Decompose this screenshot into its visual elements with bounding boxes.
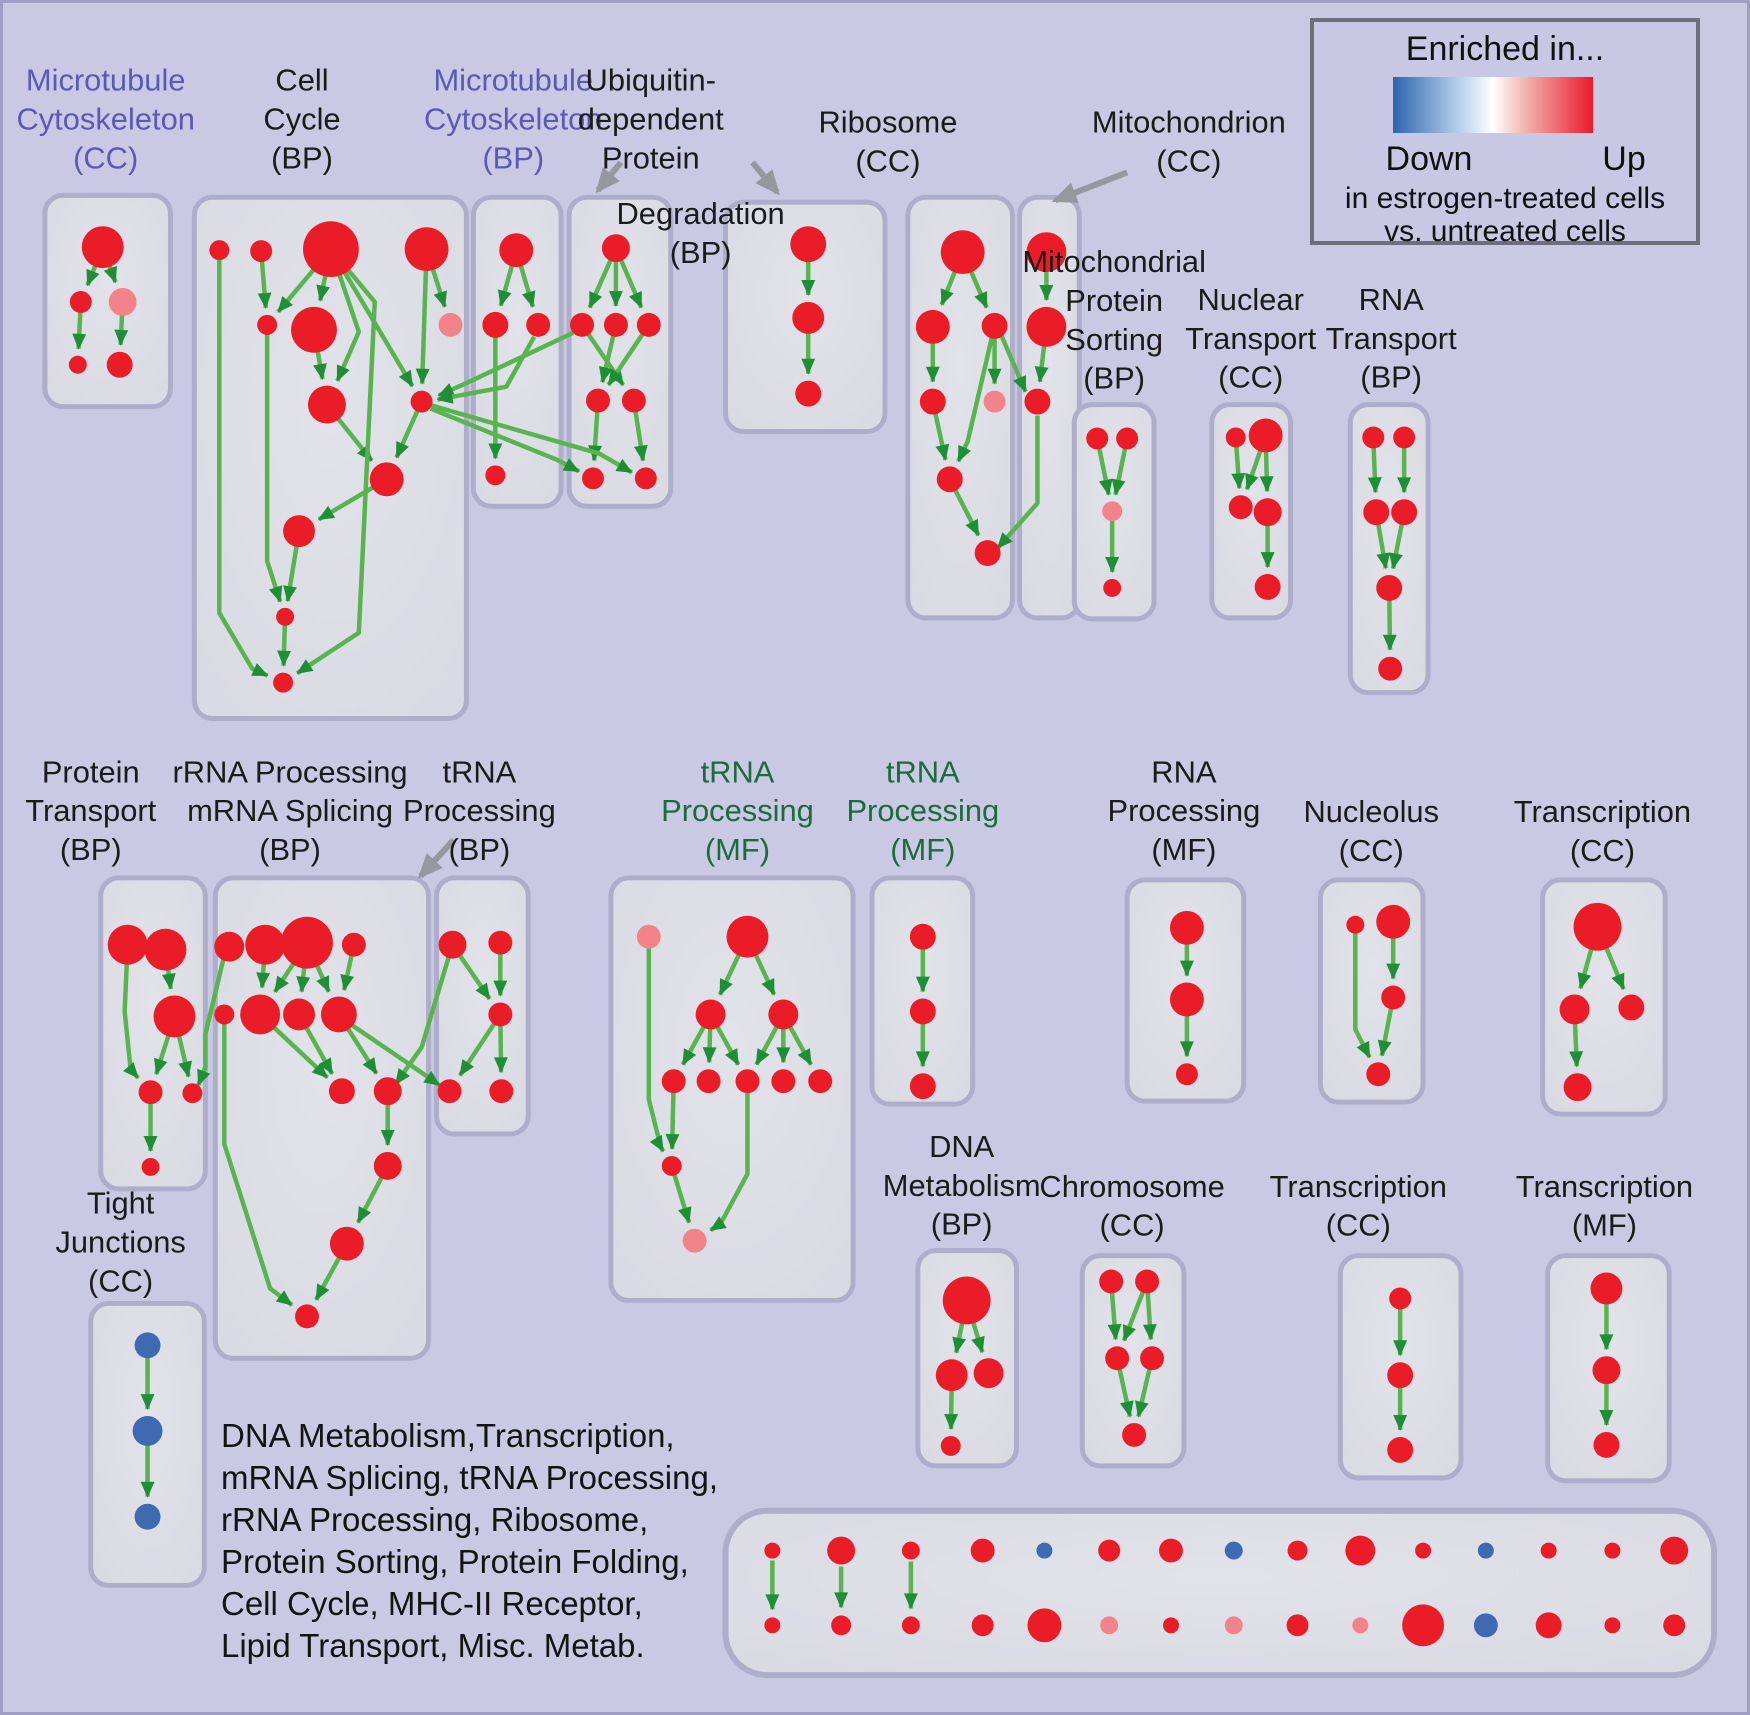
go-term-node-red	[1381, 986, 1405, 1010]
go-term-node-red	[637, 313, 661, 337]
go-term-node-red	[291, 307, 337, 353]
cluster-label-line: Protein	[1065, 282, 1164, 318]
go-term-node-red	[342, 933, 366, 957]
go-term-node-red	[1345, 1536, 1375, 1566]
go-term-node-red	[1086, 428, 1108, 450]
go-term-node-pink	[1225, 1616, 1243, 1634]
cluster-label-line: (BP)	[271, 140, 333, 176]
go-term-node-red	[1027, 1608, 1061, 1642]
go-term-node-red	[735, 1069, 759, 1093]
cluster-label-line: Ribosome	[818, 104, 958, 140]
go-term-node-pink	[637, 925, 661, 949]
go-term-node-red	[1660, 1537, 1688, 1565]
go-term-node-red	[1592, 1356, 1620, 1384]
shared-terms-line: Cell Cycle, MHC-II Receptor,	[221, 1585, 643, 1622]
go-term-node-red	[1159, 1539, 1183, 1563]
go-term-node-red	[1122, 1423, 1146, 1447]
go-term-node-red	[69, 356, 87, 374]
go-term-node-red	[499, 233, 533, 267]
cluster-label-line: (BP)	[930, 1206, 993, 1242]
go-term-node-red	[792, 302, 824, 334]
shared-terms-line: Lipid Transport, Misc. Metab.	[221, 1627, 645, 1664]
go-term-node-red	[439, 931, 467, 959]
go-term-node-red	[604, 313, 628, 337]
go-term-node-red	[974, 1358, 1004, 1388]
cluster-label-line: Transcription	[1513, 794, 1692, 830]
go-term-node-pink	[1100, 1616, 1118, 1634]
go-term-node-pink	[1102, 501, 1122, 521]
cluster-label-line: (MF)	[890, 831, 956, 867]
cluster-label-line: (BP)	[1360, 359, 1423, 395]
go-term-node-red	[1376, 575, 1402, 601]
go-term-node-red	[1135, 1270, 1159, 1294]
go-term-node-red	[910, 924, 936, 950]
cluster-label-line: RNA	[1358, 281, 1424, 317]
go-term-node-red	[1163, 1617, 1179, 1633]
go-term-node-red	[1376, 905, 1410, 939]
go-term-node-red	[764, 1543, 780, 1559]
go-term-node-red	[526, 313, 550, 337]
cluster-label-line: Nucleolus	[1303, 794, 1440, 830]
go-term-node-red	[107, 352, 133, 378]
go-term-node-red	[1098, 1540, 1120, 1562]
go-term-node-red	[1099, 1270, 1123, 1294]
cluster-label-line: Junctions	[55, 1224, 186, 1260]
cluster-label-line: (BP)	[669, 235, 732, 271]
legend-subtitle-line2: vs. untreated cells	[1384, 215, 1626, 248]
go-term-node-blue	[1225, 1542, 1243, 1560]
cluster-box-protein-transport-bp	[101, 878, 206, 1189]
cluster-label-line: tRNA	[885, 754, 960, 790]
cluster-label-line: tRNA	[700, 754, 775, 790]
go-term-node-red	[697, 1069, 721, 1093]
cluster-label-line: Tight	[86, 1185, 155, 1221]
cluster-label-line: (BP)	[259, 831, 321, 867]
go-term-node-red	[108, 925, 148, 965]
cluster-label-line: Cell	[275, 62, 329, 98]
go-term-node-red	[1536, 1612, 1562, 1638]
go-term-node-red	[283, 999, 315, 1031]
cluster-label-line: Mitochondrion	[1091, 104, 1286, 140]
go-term-node-red	[1391, 499, 1417, 525]
go-term-node-red	[139, 1080, 163, 1104]
go-term-node-red	[1103, 579, 1121, 597]
go-term-node-blue	[133, 1416, 163, 1446]
go-term-node-red	[438, 1079, 462, 1103]
cluster-label-line: RNA	[1151, 754, 1217, 790]
shared-terms-line: Protein Sorting, Protein Folding,	[221, 1543, 689, 1580]
go-term-node-red	[245, 925, 285, 965]
go-term-node-red	[303, 221, 359, 277]
legend-box	[1310, 18, 1700, 248]
go-term-node-red	[808, 1069, 832, 1093]
cluster-label-line: (CC)	[1218, 359, 1284, 395]
go-term-node-red	[831, 1615, 851, 1635]
go-term-node-red	[936, 1359, 968, 1391]
go-term-node-red	[975, 540, 1001, 566]
go-term-node-red	[1389, 1287, 1411, 1309]
go-term-node-red	[1287, 1614, 1309, 1636]
go-term-node-red	[1415, 1543, 1431, 1559]
go-term-node-blue	[135, 1332, 161, 1358]
cluster-label-line: DNA	[929, 1128, 995, 1164]
go-term-node-red	[982, 313, 1008, 339]
go-term-node-red	[771, 1069, 795, 1093]
go-term-node-red	[1574, 903, 1622, 951]
go-term-node-red	[622, 389, 646, 413]
cluster-label-line: (BP)	[482, 140, 545, 176]
shared-terms-line: DNA Metabolism,Transcription,	[221, 1417, 675, 1454]
go-term-node-blue	[1478, 1543, 1494, 1559]
cluster-label-line: dependent	[577, 101, 724, 137]
label-callout-arrow	[752, 162, 777, 192]
go-term-node-red	[635, 467, 657, 489]
go-term-node-red	[1618, 995, 1644, 1021]
go-term-node-red	[941, 230, 985, 274]
go-term-node-red	[602, 234, 630, 262]
go-term-node-red	[902, 1542, 920, 1560]
go-term-node-pink	[984, 391, 1006, 413]
go-term-node-red	[276, 608, 294, 626]
cluster-label-line: Protein	[41, 754, 140, 790]
go-term-node-red	[485, 465, 505, 485]
legend-gradient-bar	[1393, 77, 1593, 133]
cluster-label-line: Sorting	[1065, 321, 1164, 357]
cluster-label-line: (MF)	[704, 831, 771, 867]
go-term-node-red	[482, 312, 508, 338]
go-term-node-red	[1288, 1541, 1308, 1561]
cluster-label-line: (CC)	[1156, 143, 1222, 179]
cluster-label-line: Processing	[1107, 793, 1261, 829]
go-term-node-pink	[109, 288, 137, 316]
go-term-node-red	[1402, 1604, 1444, 1646]
go-term-node-red	[240, 995, 280, 1035]
go-term-node-red	[972, 1614, 994, 1636]
go-term-node-pink	[439, 313, 463, 337]
cluster-label-line: Processing	[403, 793, 556, 829]
label-callout-arrow	[1055, 172, 1127, 200]
go-term-node-red	[321, 997, 357, 1033]
cluster-label-line: Processing	[846, 793, 1000, 829]
cluster-label-line: Transcription	[1269, 1168, 1447, 1204]
go-term-node-red	[330, 1227, 364, 1261]
go-term-node-red	[214, 1004, 234, 1024]
go-term-node-red	[1604, 1543, 1620, 1559]
go-term-node-red	[586, 389, 610, 413]
go-term-node-pink	[1352, 1617, 1368, 1633]
cluster-label-line: Cycle	[263, 101, 341, 137]
go-term-node-red	[582, 467, 604, 489]
go-term-node-red	[1255, 574, 1281, 600]
cluster-label-line: Transport	[1325, 320, 1457, 356]
go-term-node-red	[1378, 657, 1402, 681]
go-term-node-red	[827, 1537, 855, 1565]
go-term-node-red	[374, 1152, 402, 1180]
go-term-node-red	[902, 1616, 920, 1634]
go-term-node-red	[257, 315, 277, 335]
cluster-label-line: (CC)	[1569, 832, 1636, 868]
go-term-node-red	[764, 1617, 780, 1633]
cluster-label-line: Transcription	[1515, 1168, 1694, 1204]
cluster-label-line: (MF)	[1571, 1207, 1638, 1243]
cluster-label-line: (CC)	[1325, 1207, 1391, 1243]
cluster-label-line: Ubiquitin-	[585, 62, 716, 98]
go-term-node-red	[1024, 389, 1050, 415]
go-term-node-red	[662, 1156, 682, 1176]
legend-up-label: Up	[1602, 140, 1646, 178]
go-term-node-red	[1346, 916, 1364, 934]
cluster-label-line: Degradation	[616, 196, 785, 232]
cluster-label-line: Chromosome	[1039, 1168, 1225, 1204]
go-term-node-red	[1176, 1063, 1198, 1085]
go-term-node-red	[971, 1539, 995, 1563]
go-term-node-red	[1226, 428, 1246, 448]
cluster-label-line: Microtubule	[433, 62, 594, 98]
go-term-node-red	[1363, 499, 1389, 525]
go-term-node-red	[696, 1000, 726, 1030]
go-term-node-blue	[135, 1504, 161, 1530]
shared-terms-line: rRNA Processing, Ribosome,	[221, 1501, 649, 1538]
go-term-node-red	[1387, 1437, 1413, 1463]
go-term-node-red	[1393, 427, 1415, 449]
cluster-label-line: mRNA Splicing	[187, 793, 394, 829]
go-term-node-red	[308, 386, 346, 424]
go-term-node-red	[941, 1436, 961, 1456]
go-term-node-red	[570, 313, 594, 337]
go-term-node-red	[1387, 1362, 1413, 1388]
go-term-node-blue	[1474, 1613, 1498, 1637]
cluster-label-line: Transport	[25, 793, 157, 829]
cluster-label-line: (CC)	[1338, 832, 1404, 868]
go-term-node-red	[790, 226, 826, 262]
legend-subtitle-line1: in estrogen-treated cells	[1344, 182, 1666, 215]
go-term-node-red	[1170, 911, 1204, 945]
go-term-node-red	[910, 1073, 936, 1099]
cluster-label-line: Protein	[601, 140, 700, 176]
go-term-node-red	[795, 381, 821, 407]
go-term-node-red	[488, 931, 512, 955]
go-term-node-red	[1663, 1614, 1685, 1636]
go-term-node-red	[920, 389, 946, 415]
go-term-node-red	[488, 1002, 512, 1026]
cluster-box-remaining-terms	[726, 1511, 1715, 1675]
go-term-node-red	[489, 1079, 513, 1103]
go-term-node-red	[1362, 427, 1384, 449]
cluster-label-line: rRNA Processing	[172, 754, 408, 790]
go-term-node-red	[1229, 495, 1253, 519]
go-term-node-red	[145, 929, 187, 971]
cluster-label-line: Transport	[1185, 320, 1317, 356]
go-term-node-red	[937, 466, 963, 492]
go-term-node-red	[1140, 1346, 1164, 1370]
go-term-node-red	[1254, 498, 1282, 526]
go-term-node-red	[910, 999, 936, 1025]
go-term-node-red	[916, 310, 950, 344]
go-term-node-red	[250, 240, 272, 262]
go-term-node-red	[154, 996, 196, 1038]
go-term-node-red	[1564, 1073, 1592, 1101]
cluster-label-line: tRNA	[442, 754, 517, 790]
cluster-label-line: (BP)	[59, 831, 122, 867]
shared-terms-line: mRNA Splicing, tRNA Processing,	[221, 1459, 719, 1496]
cluster-label-line: Metabolism	[882, 1167, 1041, 1203]
go-term-node-red	[411, 391, 433, 413]
go-term-node-pink	[683, 1229, 707, 1253]
cluster-label-line: (MF)	[1151, 831, 1217, 867]
go-term-node-red	[283, 515, 315, 547]
go-term-node-red	[209, 240, 229, 260]
go-term-node-red	[1116, 428, 1138, 450]
go-term-node-red	[1249, 419, 1283, 453]
cluster-label-line: Processing	[661, 793, 814, 829]
go-term-node-red	[329, 1078, 355, 1104]
go-term-node-red	[1593, 1432, 1619, 1458]
go-term-node-red	[1026, 307, 1066, 347]
go-term-node-red	[1590, 1273, 1622, 1305]
go-term-node-red	[82, 226, 124, 268]
go-term-node-red	[768, 1000, 798, 1030]
go-term-node-red	[295, 1304, 319, 1328]
cluster-label-line: Cytoskeleton	[424, 101, 603, 137]
cluster-label-line: (CC)	[88, 1263, 154, 1299]
cluster-label-line: (BP)	[1083, 360, 1146, 396]
go-term-node-red	[405, 227, 449, 271]
go-term-node-red	[182, 1083, 202, 1103]
go-term-node-blue	[1036, 1543, 1052, 1559]
go-term-node-red	[214, 932, 244, 962]
cluster-label-line: (BP)	[448, 831, 511, 867]
cluster-label-line: (CC)	[1099, 1207, 1165, 1243]
go-term-node-red	[662, 1069, 686, 1093]
cluster-label-line: Nuclear	[1197, 281, 1304, 317]
go-term-node-red	[1170, 983, 1204, 1017]
go-term-node-red	[70, 291, 92, 313]
cluster-label-line: Mitochondrial	[1022, 244, 1206, 280]
go-term-node-red	[142, 1158, 160, 1176]
go-term-node-red	[281, 917, 333, 969]
cluster-label-line: Microtubule	[25, 62, 186, 98]
cluster-label-line: (CC)	[73, 140, 139, 176]
go-term-node-red	[1541, 1543, 1557, 1559]
go-term-node-red	[943, 1277, 991, 1325]
cluster-label-line: Cytoskeleton	[16, 101, 195, 137]
go-term-node-red	[727, 916, 769, 958]
go-term-node-red	[1105, 1346, 1129, 1370]
go-term-node-red	[1560, 995, 1590, 1025]
cluster-label-line: (CC)	[855, 143, 921, 179]
go-term-node-red	[370, 462, 404, 496]
shared-terms-note	[221, 1415, 718, 1667]
go-term-node-red	[374, 1077, 402, 1105]
go-term-node-red	[1604, 1617, 1620, 1633]
legend-down-label: Down	[1385, 140, 1473, 178]
go-term-node-red	[273, 673, 293, 693]
go-term-node-red	[1366, 1062, 1390, 1086]
legend-title: Enriched in...	[1405, 30, 1605, 68]
